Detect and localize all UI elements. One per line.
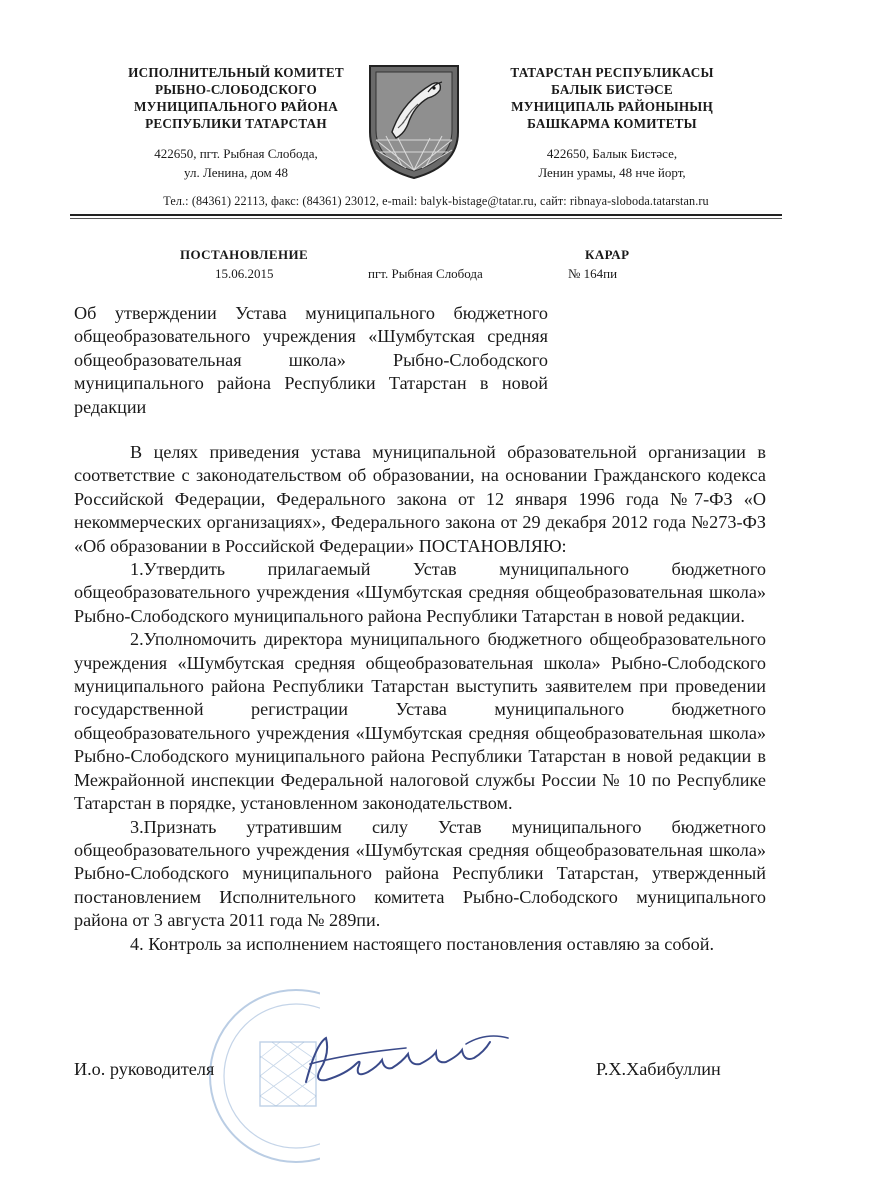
org-line: ИСПОЛНИТЕЛЬНЫЙ КОМИТЕТ — [128, 65, 344, 80]
org-line: МУНИЦИПАЛЬНОГО РАЙОНА — [133, 99, 338, 114]
document-date: 15.06.2015 — [215, 266, 274, 281]
header-right-organization — [492, 64, 732, 132]
org-line: БАЛЫК БИСТӘСЕ — [551, 82, 673, 97]
resolution-item: 3.Признать утратившим силу Устав муниципального бюджетного общеобразовательного учреждения «Шумбутская средняя общеобразовательная школа» Рыбно-Слободского муниципального района Республики Татарстан, утвержденный постановлением Исполнительного комитета Рыбно-Слободского муниципального района от 3 августа 2011 года № 289пи. — [74, 816, 766, 931]
signatory-title: И.о. руководителя — [74, 1059, 215, 1079]
document-subject: Об утверждении Устава муниципального бюджетного общеобразовательного учреждения «Шумбутская средняя общеобразовательная школа» Рыбно-Слободского муниципального района Республики Татарстан в новой редакции — [74, 303, 548, 417]
document-place: пгт. Рыбная Слобода — [368, 266, 483, 281]
document-type-tatar: КАРАР — [585, 247, 630, 262]
address-line: Ленин урамы, 48 нче йорт, — [538, 165, 686, 180]
document-number: № 164пи — [568, 266, 618, 281]
resolution-item: 4. Контроль за исполнением настоящего постановления оставляю за собой. — [130, 933, 715, 954]
address-line: ул. Ленина, дом 48 — [184, 165, 288, 180]
signatory-name: Р.Х.Хабибуллин — [596, 1059, 721, 1079]
org-line: РЕСПУБЛИКИ ТАТАРСТАН — [145, 116, 327, 131]
header-divider — [70, 214, 782, 216]
org-line: РЫБНО-СЛОБОДСКОГО — [155, 82, 317, 97]
address-line: 422650, пгт. Рыбная Слобода, — [154, 146, 318, 161]
address-line: 422650, Балык Бистәсе, — [546, 146, 678, 161]
sturgeon-coat-of-arms-icon — [362, 62, 466, 180]
header-left-address — [116, 144, 356, 182]
handwritten-signature — [286, 1024, 526, 1104]
org-line: БАШКАРМА КОМИТЕТЫ — [527, 116, 697, 131]
document-body — [74, 441, 766, 956]
document-type-russian: ПОСТАНОВЛЕНИЕ — [180, 247, 309, 262]
preamble-paragraph: В целях приведения устава муниципальной образовательной организации в соответствие с законодательством об образовании, на основании Гражданского кодекса Российской Федерации, Федерального закона от 12 января 1996 года №7-ФЗ «О некоммерческих организациях», Федерального закона от 29 декабря 2012 года №273-ФЗ «Об образовании в Российской Федерации» ПОСТАНОВЛЯЮ: — [74, 442, 766, 556]
header-left-organization — [116, 64, 356, 132]
header-right-address — [492, 144, 732, 182]
contact-line: Тел.: (84361) 22113, факс: (84361) 23012, e-mail: balyk-bistage@tatar.ru, сайт: ribnaya-sloboda.tatarstan.ru — [163, 194, 709, 208]
resolution-item: 2.Уполномочить директора муниципального бюджетного общеобразовательного учреждения «Шумбутская средняя общеобразовательная школа» Рыбно-Слободского муниципального района Республики Татарстан выступить заявителем при проведении государственной регистрации Устава муниципального бюджетного общеобразовательного учреждения «Шумбутская средняя общеобразовательная школа» Рыбно-Слободского муниципального района Республики Татарстан в новой редакции в Межрайонной инспекции Федеральной налоговой службы России № 10 по Республике Татарстан в порядке, установленном законодательством. — [74, 629, 766, 814]
org-line: ТАТАРСТАН РЕСПУБЛИКАСЫ — [510, 65, 714, 80]
org-line: МУНИЦИПАЛЬ РАЙОНЫНЫҢ — [511, 99, 713, 114]
resolution-item: 1.Утвердить прилагаемый Устав муниципального бюджетного общеобразовательного учреждения «Шумбутская средняя общеобразовательная школа» Рыбно-Слободского муниципального района Республики Татарстан в новой редакции. — [74, 559, 766, 626]
header-divider-thin — [70, 218, 782, 219]
